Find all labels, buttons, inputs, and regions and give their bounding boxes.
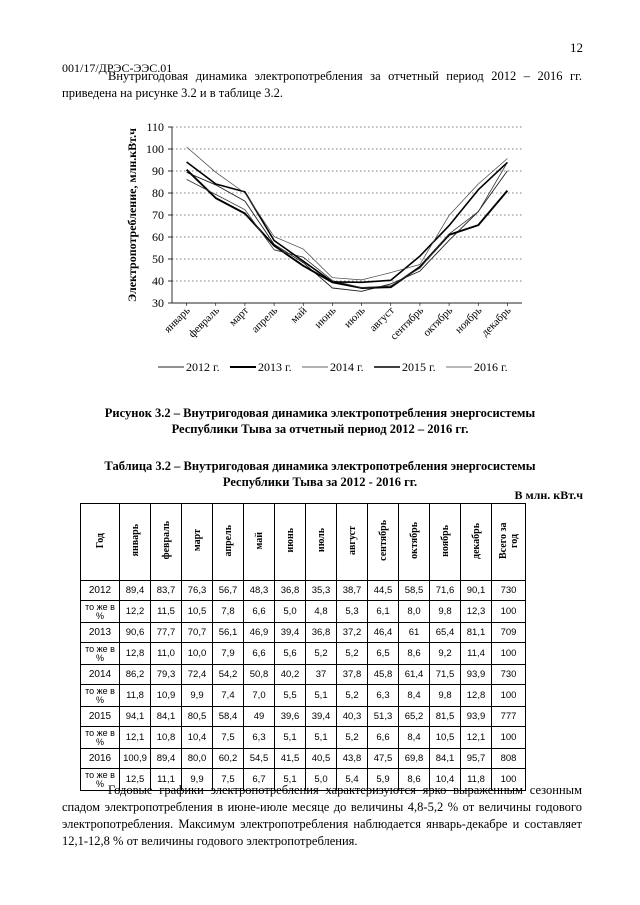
table-cell: 37,2 (337, 623, 368, 643)
consumption-line-chart (120, 115, 540, 395)
table-cell: 5,2 (337, 643, 368, 665)
x-tick-label: декабрь (479, 304, 514, 340)
document-code: 001/17/ДРЭС-ЭЭС.01 (62, 61, 173, 75)
table-cell: 10,8 (151, 727, 182, 749)
column-header-label: август (346, 526, 358, 555)
consumption-table (80, 503, 526, 791)
table-cell: 11,5 (151, 601, 182, 623)
table-cell: 6,5 (368, 643, 399, 665)
column-header (492, 504, 526, 581)
x-tick-label: ноябрь (453, 304, 485, 337)
y-tick-label: 80 (152, 186, 164, 200)
table-cell: 5,2 (337, 727, 368, 749)
table-cell: 10,9 (151, 685, 182, 707)
table-cell: 94,1 (120, 707, 151, 727)
table-cell: 60,2 (213, 749, 244, 769)
y-tick-label: 90 (152, 164, 164, 178)
x-tick-label: июнь (312, 304, 339, 331)
table-cell: 9,8 (430, 685, 461, 707)
series-line (187, 170, 508, 288)
table-cell: 56,1 (213, 623, 244, 643)
table-cell: 5,4 (337, 769, 368, 791)
table-cell: 5,1 (275, 769, 306, 791)
table-cell: 39,4 (275, 623, 306, 643)
row-label-cell: 2014 (81, 665, 120, 685)
column-header (337, 504, 368, 581)
column-header (244, 504, 275, 581)
table-cell: 4,8 (306, 601, 337, 623)
y-tick-label: 30 (152, 296, 164, 310)
table-cell: 38,7 (337, 581, 368, 601)
table-cell: 7,5 (213, 769, 244, 791)
table-cell: 12,1 (461, 727, 492, 749)
table-cell: 83,7 (151, 581, 182, 601)
page-number: 12 (570, 40, 583, 55)
table-cell: 10,4 (182, 727, 213, 749)
y-axis-label: Электропотребление, млн.кВт.ч (125, 128, 139, 302)
table-cell: 5,6 (275, 643, 306, 665)
column-header (120, 504, 151, 581)
table-cell: 7,8 (213, 601, 244, 623)
table-cell: 709 (492, 623, 526, 643)
table-cell: 100 (492, 727, 526, 749)
table-row (81, 727, 526, 749)
table-cell: 65,2 (399, 707, 430, 727)
table-cell: 10,0 (182, 643, 213, 665)
table-cell: 39,4 (306, 707, 337, 727)
y-tick-label: 110 (146, 120, 164, 134)
table-cell: 7,9 (213, 643, 244, 665)
table-cell: 10,5 (182, 601, 213, 623)
table-cell: 7,4 (213, 685, 244, 707)
table-cell: 11,8 (461, 769, 492, 791)
table-cell: 48,3 (244, 581, 275, 601)
row-label-cell: 2012 (81, 581, 120, 601)
table-cell: 36,8 (275, 581, 306, 601)
column-header-label: ноябрь (439, 524, 451, 557)
row-label-cell: то же в % (81, 769, 120, 791)
table-cell: 58,4 (213, 707, 244, 727)
table-cell: 8,6 (399, 769, 430, 791)
table-cell: 43,8 (337, 749, 368, 769)
table-cell: 41,5 (275, 749, 306, 769)
table-cell: 46,9 (244, 623, 275, 643)
column-header (461, 504, 492, 581)
table-cell: 11,4 (461, 643, 492, 665)
column-header (182, 504, 213, 581)
column-header-label: март (191, 529, 203, 552)
legend-entry: 2014 г. (330, 360, 364, 374)
table-cell: 5,0 (275, 601, 306, 623)
table-units: В млн. кВт.ч (514, 488, 583, 502)
column-header-label: июль (315, 528, 327, 553)
table-row (81, 749, 526, 769)
column-header (368, 504, 399, 581)
row-label-cell: 2016 (81, 749, 120, 769)
table-cell: 77,7 (151, 623, 182, 643)
table-cell: 47,5 (368, 749, 399, 769)
table-cell: 5,9 (368, 769, 399, 791)
legend-entry: 2012 г. (186, 360, 220, 374)
x-tick-label: май (288, 304, 310, 326)
table-cell: 9,2 (430, 643, 461, 665)
table-cell: 72,4 (182, 665, 213, 685)
table-cell: 69,8 (399, 749, 430, 769)
column-header (151, 504, 182, 581)
table-cell: 40,2 (275, 665, 306, 685)
table-cell: 11,1 (151, 769, 182, 791)
column-header-label: февраль (160, 521, 172, 560)
column-header-label: май (253, 531, 265, 550)
table-cell: 5,2 (306, 643, 337, 665)
column-header-label: декабрь (470, 522, 482, 559)
conclusion-paragraph: Годовые графики электропотребления характеризуются ярко выраженным сезонным спадом электропотребления в июне-июле месяце до величины 4,8-5,2 % от величины годового электропотребления. Максимум электропотребления наблюдается январь-декабре и составляет 12,1-12,8 % от величины годового электропотребления. (62, 783, 582, 848)
table-cell: 79,3 (151, 665, 182, 685)
table-cell: 40,5 (306, 749, 337, 769)
table-row (81, 601, 526, 623)
table-cell: 90,1 (461, 581, 492, 601)
column-header-label: Всего за год (497, 522, 520, 559)
y-tick-label: 40 (152, 274, 164, 288)
column-header-label: Год (94, 532, 106, 549)
table-cell: 12,1 (120, 727, 151, 749)
table-cell: 100 (492, 601, 526, 623)
table-cell: 93,9 (461, 707, 492, 727)
column-header (213, 504, 244, 581)
table-cell: 89,4 (151, 749, 182, 769)
row-label-cell: то же в % (81, 685, 120, 707)
table-cell: 65,4 (430, 623, 461, 643)
table-cell: 44,5 (368, 581, 399, 601)
column-header (81, 504, 120, 581)
table-cell: 5,2 (337, 685, 368, 707)
intro-paragraph: Внутригодовая динамика электропотребления за отчетный период 2012 – 2016 гг. приведена на рисунке 3.2 и в таблице 3.2. (62, 69, 582, 100)
y-tick-label: 100 (146, 142, 164, 156)
x-tick-label: сентябрь (388, 304, 427, 343)
table-cell: 40,3 (337, 707, 368, 727)
column-header (275, 504, 306, 581)
table-cell: 8,0 (399, 601, 430, 623)
table-cell: 81,1 (461, 623, 492, 643)
y-tick-label: 70 (152, 208, 164, 222)
x-tick-label: август (367, 304, 397, 335)
table-cell: 6,6 (244, 601, 275, 623)
column-header-label: апрель (222, 524, 234, 557)
table-cell: 95,7 (461, 749, 492, 769)
column-header-label: январь (129, 524, 141, 557)
y-tick-label: 50 (152, 252, 164, 266)
table-cell: 730 (492, 665, 526, 685)
table-row (81, 581, 526, 601)
table-cell: 7,0 (244, 685, 275, 707)
table-cell: 12,2 (120, 601, 151, 623)
table-row (81, 643, 526, 665)
table-row (81, 665, 526, 685)
table-cell: 37 (306, 665, 337, 685)
table-cell: 12,5 (120, 769, 151, 791)
table-cell: 84,1 (430, 749, 461, 769)
row-label-cell: 2015 (81, 707, 120, 727)
table-cell: 71,6 (430, 581, 461, 601)
figure-caption: Рисунок 3.2 – Внутригодовая динамика электропотребления энергосистемы Республики Тыва за отчетный период 2012 – 2016 гг. (104, 406, 536, 436)
table-cell: 36,8 (306, 623, 337, 643)
row-label-cell: 2013 (81, 623, 120, 643)
table-cell: 9,9 (182, 685, 213, 707)
table-cell: 11,8 (120, 685, 151, 707)
table-cell: 6,6 (244, 643, 275, 665)
table-cell: 93,9 (461, 665, 492, 685)
x-tick-label: март (227, 304, 252, 329)
table-cell: 6,3 (244, 727, 275, 749)
legend-entry: 2013 г. (258, 360, 292, 374)
table-row (81, 707, 526, 727)
table-cell: 8,4 (399, 727, 430, 749)
table-cell: 37,8 (337, 665, 368, 685)
column-header-label: сентябрь (377, 520, 389, 561)
table-cell: 6,1 (368, 601, 399, 623)
legend-entry: 2016 г. (474, 360, 508, 374)
table-cell: 100 (492, 643, 526, 665)
table-cell: 8,4 (399, 685, 430, 707)
table-cell: 46,4 (368, 623, 399, 643)
table-cell: 100,9 (120, 749, 151, 769)
table-cell: 76,3 (182, 581, 213, 601)
table-cell: 808 (492, 749, 526, 769)
x-tick-label: июль (342, 304, 368, 331)
table-cell: 45,8 (368, 665, 399, 685)
table-cell: 84,1 (151, 707, 182, 727)
column-header (430, 504, 461, 581)
table-row (81, 623, 526, 643)
row-label-cell: то же в % (81, 643, 120, 665)
table-cell: 5,1 (306, 685, 337, 707)
table-cell: 50,8 (244, 665, 275, 685)
table-cell: 5,5 (275, 685, 306, 707)
table-cell: 7,5 (213, 727, 244, 749)
table-caption: Таблица 3.2 – Внутригодовая динамика электропотребления энергосистемы Республики Тыва за 2012 - 2016 гг. (104, 459, 536, 489)
table-cell: 100 (492, 769, 526, 791)
column-header-label: октябрь (408, 522, 420, 559)
y-tick-label: 60 (152, 230, 164, 244)
table-cell: 35,3 (306, 581, 337, 601)
table-cell: 81,5 (430, 707, 461, 727)
series-line (187, 162, 508, 282)
table-cell: 8,6 (399, 643, 430, 665)
table-cell: 39,6 (275, 707, 306, 727)
table-cell: 86,2 (120, 665, 151, 685)
table-cell: 5,1 (275, 727, 306, 749)
x-tick-label: февраль (186, 304, 222, 341)
table-cell: 5,0 (306, 769, 337, 791)
table-cell: 5,3 (337, 601, 368, 623)
table-cell: 100 (492, 685, 526, 707)
table-cell: 9,9 (182, 769, 213, 791)
x-tick-label: апрель (249, 304, 281, 336)
x-tick-label: январь (162, 304, 193, 336)
table-cell: 61,4 (399, 665, 430, 685)
column-header (399, 504, 430, 581)
table-cell: 89,4 (120, 581, 151, 601)
table-cell: 71,5 (430, 665, 461, 685)
row-label-cell: то же в % (81, 601, 120, 623)
table-cell: 12,8 (461, 685, 492, 707)
table-cell: 5,1 (306, 727, 337, 749)
table-cell: 51,3 (368, 707, 399, 727)
table-cell: 56,7 (213, 581, 244, 601)
table-cell: 9,8 (430, 601, 461, 623)
x-tick-label: октябрь (420, 304, 456, 339)
table-cell: 6,7 (244, 769, 275, 791)
table-cell: 6,3 (368, 685, 399, 707)
table-cell: 730 (492, 581, 526, 601)
table-cell: 54,2 (213, 665, 244, 685)
table-cell: 70,7 (182, 623, 213, 643)
table-cell: 61 (399, 623, 430, 643)
table-cell: 10,4 (430, 769, 461, 791)
table-cell: 80,5 (182, 707, 213, 727)
table-cell: 54,5 (244, 749, 275, 769)
column-header-label: июнь (284, 528, 296, 553)
legend-entry: 2015 г. (402, 360, 436, 374)
table-cell: 777 (492, 707, 526, 727)
table-cell: 49 (244, 707, 275, 727)
series-line (187, 162, 508, 287)
table-cell: 90,6 (120, 623, 151, 643)
table-cell: 11,0 (151, 643, 182, 665)
table-header-row (81, 504, 526, 581)
row-label-cell: то же в % (81, 727, 120, 749)
table-cell: 12,8 (120, 643, 151, 665)
table-cell: 58,5 (399, 581, 430, 601)
table-row (81, 685, 526, 707)
table-cell: 10,5 (430, 727, 461, 749)
table-cell: 6,6 (368, 727, 399, 749)
table-cell: 80,0 (182, 749, 213, 769)
table-cell: 12,3 (461, 601, 492, 623)
column-header (306, 504, 337, 581)
